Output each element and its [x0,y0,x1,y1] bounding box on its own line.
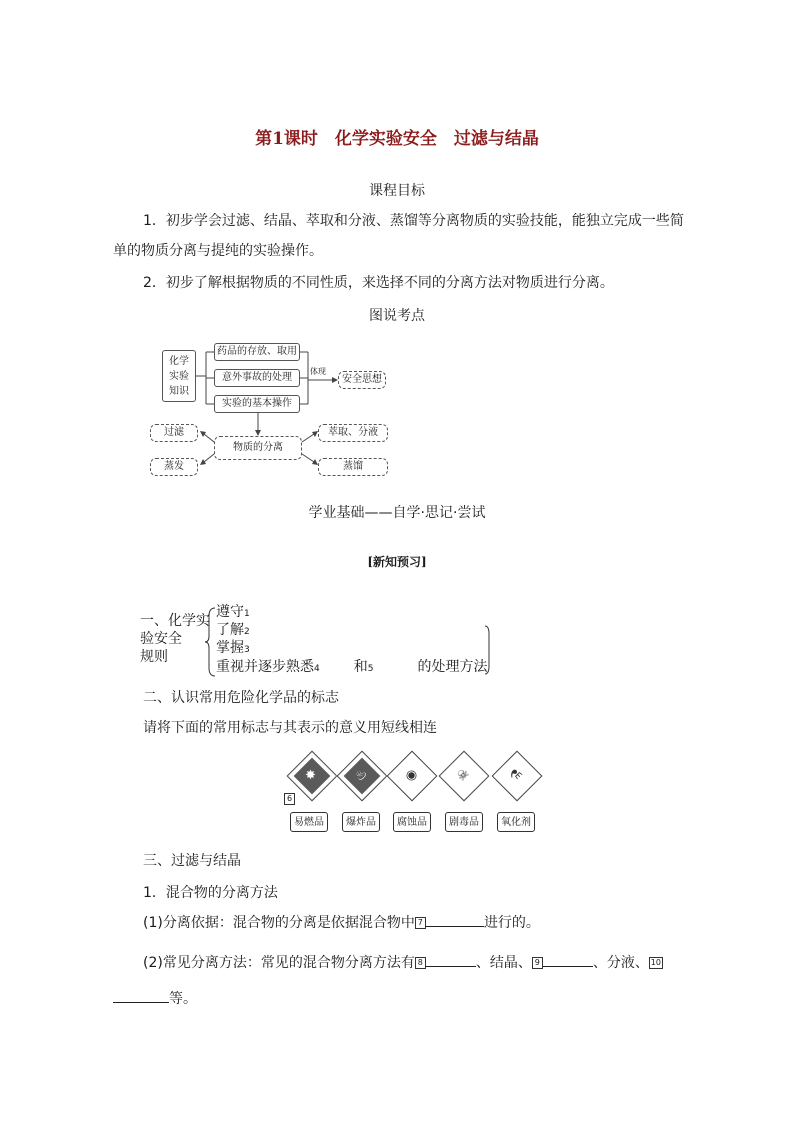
basics-heading: 学业基础——自学·思记·尝试 [308,505,486,521]
distill-box: 蒸馏 [318,458,388,476]
knowledge-box: 化学 实验 知识 [162,350,196,402]
blank-9[interactable] [543,952,593,967]
flammable-sign [344,758,378,792]
rule-4-text-b: 和 [353,659,368,675]
goal-2: 2．初步了解根据物质的不同性质，来选择不同的分离方法对物质进行分离。 [143,275,614,291]
blank-9-marker: 9 [532,957,543,969]
toxic-sign [446,758,480,792]
rule-3-text: 掌握 [216,640,244,656]
methods-text-c: 、分液、 [592,955,649,971]
safety-rules-label [140,612,210,666]
rule-4 [216,659,487,677]
rule-2 [216,622,487,640]
evaporate-box: 蒸发 [150,458,198,476]
basis-text-b: 进行的。 [483,915,540,931]
blank-10-marker: 10 [650,958,661,967]
separation-methods-cont [113,988,197,1008]
rule-3 [216,640,487,658]
blank-7-marker: 7 [415,917,426,929]
hazard-heading: 二、认识常用危险化学品的标志 [143,690,339,706]
methods-text-b: 、结晶、 [475,955,532,971]
corrosive-sign [499,758,533,792]
blank-7[interactable] [426,912,484,927]
goals-heading: 课程目标 [369,183,425,199]
rule-2-text: 了解 [216,622,244,638]
safety-rules-list [216,604,487,677]
rule-1-mark: 1 [244,609,250,619]
separation-methods [143,952,663,972]
goal-1-line-1: 1．初步学会过滤、结晶、萃取和分液、蒸馏等分离物质的实验技能，能独立完成一些简 [143,213,684,229]
accident-box: 意外事故的处理 [214,369,300,387]
basis-text-a: (1)分离依据：混合物的分离是依据混合物中 [143,915,415,931]
explosive-sign [294,758,328,792]
rule-4-mark-b: 5 [367,664,374,674]
label-corrosive: 腐蚀品 [393,812,431,832]
storage-box: 药品的存放、取用 [214,343,300,361]
safety-label-line-3: 规则 [140,649,168,665]
concept-diagram [148,338,398,483]
blank-8-marker: 8 [415,957,426,969]
filter-box: 过滤 [150,424,198,442]
preview-heading: [新知预习] [367,555,427,569]
rule-2-mark: 2 [244,627,250,637]
corrosion-icon: ⚗ [506,765,526,785]
flame-over-circle-icon: ◉ [401,765,421,785]
rule-1 [216,604,487,622]
section-3-heading: 三、过滤与结晶 [143,853,241,869]
blank-10[interactable] [113,988,169,1003]
explosion-icon: ✸ [301,765,321,785]
safety-label-line-1: 一、化学实 [140,613,210,629]
blank-8[interactable] [426,952,476,967]
separation-basis [143,912,540,932]
oxidizer-sign [394,758,428,792]
label-flammable: 易燃品 [290,812,328,832]
flame-icon: ♨ [351,765,371,785]
label-explosive: 爆炸品 [342,812,380,832]
separation-box: 物质的分离 [214,436,302,460]
rule-4-text-c: 的处理方法 [417,659,488,675]
section-3-sub-1: 1．混合物的分离方法 [143,885,278,901]
rule-4-text-a: 重视并逐步熟悉 [216,659,314,675]
blank-6-marker: 6 [284,793,295,805]
extract-box: 萃取、分液 [318,424,388,442]
methods-text-a: (2)常见分离方法：常见的混合物分离方法有 [143,955,415,971]
diagram-heading: 图说考点 [369,308,425,324]
hazard-instruction: 请将下面的常用标志与其表示的意义用短线相连 [143,720,437,736]
rule-3-mark: 3 [244,645,250,655]
operation-box: 实验的基本操作 [214,395,300,413]
safety-label-line-2: 验安全 [140,631,182,647]
safety-box: 安全思想 [338,371,386,389]
skull-icon: ☠ [453,765,473,785]
label-toxic: 剧毒品 [445,812,483,832]
label-oxidizer: 氧化剂 [497,812,535,832]
methods-text-d: 等。 [169,991,197,1007]
rule-1-text: 遵守 [216,604,244,620]
embody-label: 体现 [310,367,326,376]
page-title: 第1课时 化学实验安全 过滤与结晶 [255,129,539,149]
rule-4-mark-a: 4 [314,664,320,674]
goal-1-line-2: 单的物质分离与提纯的实验操作。 [113,243,323,259]
